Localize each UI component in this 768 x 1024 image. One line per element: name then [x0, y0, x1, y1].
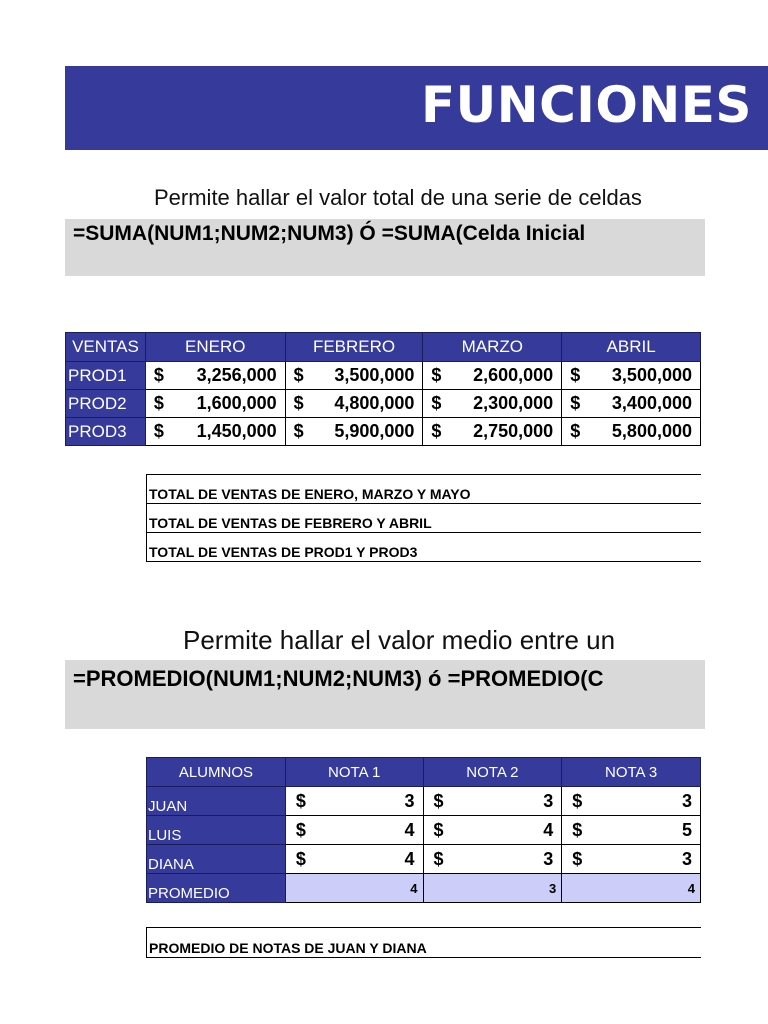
col-header-febrero[interactable]: FEBRERO: [285, 333, 423, 362]
cell-value: 3,256,000: [196, 365, 277, 385]
cell-value: 4: [404, 819, 415, 840]
col-header-enero[interactable]: ENERO: [145, 333, 285, 362]
promedio-formula-band: [65, 660, 705, 729]
ventas-header-row: [66, 333, 701, 362]
table-row: [147, 816, 701, 845]
cell[interactable]: [423, 787, 562, 816]
currency-symbol: $: [431, 365, 442, 385]
table-row: [66, 390, 701, 418]
currency-symbol: $: [570, 393, 581, 413]
cell-value: 3: [543, 790, 554, 811]
currency-symbol: $: [433, 790, 444, 811]
table-row: [66, 362, 701, 390]
cell[interactable]: [285, 845, 423, 874]
total-label[interactable]: TOTAL DE VENTAS DE FEBRERO Y ABRIL: [147, 504, 702, 533]
page-title: FUNCIONES: [421, 76, 752, 134]
col-header-nota-1[interactable]: NOTA 1: [285, 758, 423, 787]
row-header-juan[interactable]: JUAN: [147, 787, 286, 816]
currency-symbol: $: [153, 393, 164, 413]
cell[interactable]: [145, 362, 285, 390]
ventas-table: [65, 332, 701, 446]
cell[interactable]: [562, 845, 701, 874]
cell[interactable]: [562, 816, 701, 845]
currency-symbol: $: [153, 365, 164, 385]
notas-header-row: [147, 758, 701, 787]
table-row: [147, 787, 701, 816]
table-row: [147, 928, 702, 958]
cell-value: 3,500,000: [611, 365, 692, 385]
currency-symbol: $: [572, 790, 583, 811]
col-header-marzo[interactable]: MARZO: [423, 333, 562, 362]
total-label[interactable]: TOTAL DE VENTAS DE PROD1 Y PROD3: [147, 533, 702, 562]
cell[interactable]: [423, 390, 562, 418]
table-row: [147, 845, 701, 874]
row-header-prod3[interactable]: PROD3: [66, 418, 146, 446]
cell[interactable]: [562, 787, 701, 816]
cell[interactable]: [285, 362, 423, 390]
row-header-prod1[interactable]: PROD1: [66, 362, 146, 390]
cell-value: 4: [404, 848, 415, 869]
col-header-abril[interactable]: ABRIL: [562, 333, 701, 362]
suma-description: Permite hallar el valor total de una serie de celdas: [154, 185, 642, 210]
table-row: [147, 504, 702, 533]
cell[interactable]: [562, 390, 701, 418]
currency-symbol: $: [433, 819, 444, 840]
row-header-prod2[interactable]: PROD2: [66, 390, 146, 418]
col-header-alumnos[interactable]: ALUMNOS: [147, 758, 286, 787]
cell-value: 5,900,000: [334, 421, 415, 441]
row-header-promedio[interactable]: PROMEDIO: [147, 874, 286, 903]
currency-symbol: $: [431, 421, 442, 441]
col-header-nota-3[interactable]: NOTA 3: [562, 758, 701, 787]
cell-value: 1,600,000: [196, 393, 277, 413]
cell-value: 3: [681, 848, 692, 869]
promedio-description: Permite hallar el valor medio entre un: [183, 625, 616, 655]
row-header-luis[interactable]: LUIS: [147, 816, 286, 845]
promedio-formula: =PROMEDIO(NUM1;NUM2;NUM3) ó =PROMEDIO(C: [73, 666, 604, 691]
cell-value: 3: [543, 848, 554, 869]
currency-symbol: $: [572, 848, 583, 869]
cell[interactable]: [145, 418, 285, 446]
currency-symbol: $: [293, 365, 304, 385]
cell-value: 2,600,000: [473, 365, 554, 385]
currency-symbol: $: [570, 365, 581, 385]
average-row: [147, 874, 701, 903]
cell-value: 5,800,000: [611, 421, 692, 441]
cell[interactable]: [423, 418, 562, 446]
cell[interactable]: [562, 418, 701, 446]
currency-symbol: $: [153, 421, 164, 441]
cell-value: 3: [681, 790, 692, 811]
cell-value: 3,400,000: [611, 393, 692, 413]
suma-formula: =SUMA(NUM1;NUM2;NUM3) Ó =SUMA(Celda Inicial: [73, 222, 586, 245]
promedio-total-table: [146, 927, 701, 958]
cell[interactable]: [285, 816, 423, 845]
cell-value: 5: [681, 819, 692, 840]
notas-table: [146, 757, 701, 903]
currency-symbol: $: [431, 393, 442, 413]
cell[interactable]: [423, 816, 562, 845]
cell-value: 4: [543, 819, 554, 840]
title-banner: [65, 66, 768, 150]
currency-symbol: $: [572, 819, 583, 840]
cell-value: 4,800,000: [334, 393, 415, 413]
cell[interactable]: [285, 418, 423, 446]
col-header-ventas[interactable]: VENTAS: [66, 333, 146, 362]
currency-symbol: $: [570, 421, 581, 441]
table-row: [66, 418, 701, 446]
suma-formula-band: [65, 219, 705, 276]
cell-value: 1,450,000: [196, 421, 277, 441]
table-row: [147, 533, 702, 562]
currency-symbol: $: [293, 421, 304, 441]
totals-table: [146, 474, 701, 562]
cell[interactable]: [423, 362, 562, 390]
total-label[interactable]: TOTAL DE VENTAS DE ENERO, MARZO Y MAYO: [147, 475, 702, 504]
currency-symbol: $: [293, 393, 304, 413]
currency-symbol: $: [295, 848, 306, 869]
row-header-diana[interactable]: DIANA: [147, 845, 286, 874]
average-cell[interactable]: 4: [562, 874, 701, 903]
average-cell[interactable]: 3: [423, 874, 562, 903]
cell-value: 2,750,000: [473, 421, 554, 441]
promedio-total-label[interactable]: PROMEDIO DE NOTAS DE JUAN Y DIANA: [147, 928, 702, 958]
currency-symbol: $: [433, 848, 444, 869]
table-row: [147, 475, 702, 504]
currency-symbol: $: [295, 790, 306, 811]
cell-value: 3,500,000: [334, 365, 415, 385]
average-cell[interactable]: 4: [285, 874, 423, 903]
cell[interactable]: [285, 787, 423, 816]
currency-symbol: $: [295, 819, 306, 840]
cell[interactable]: [145, 390, 285, 418]
cell[interactable]: [423, 845, 562, 874]
cell[interactable]: [285, 390, 423, 418]
col-header-nota-2[interactable]: NOTA 2: [423, 758, 562, 787]
cell-value: 3: [404, 790, 415, 811]
cell-value: 2,300,000: [473, 393, 554, 413]
cell[interactable]: [562, 362, 701, 390]
